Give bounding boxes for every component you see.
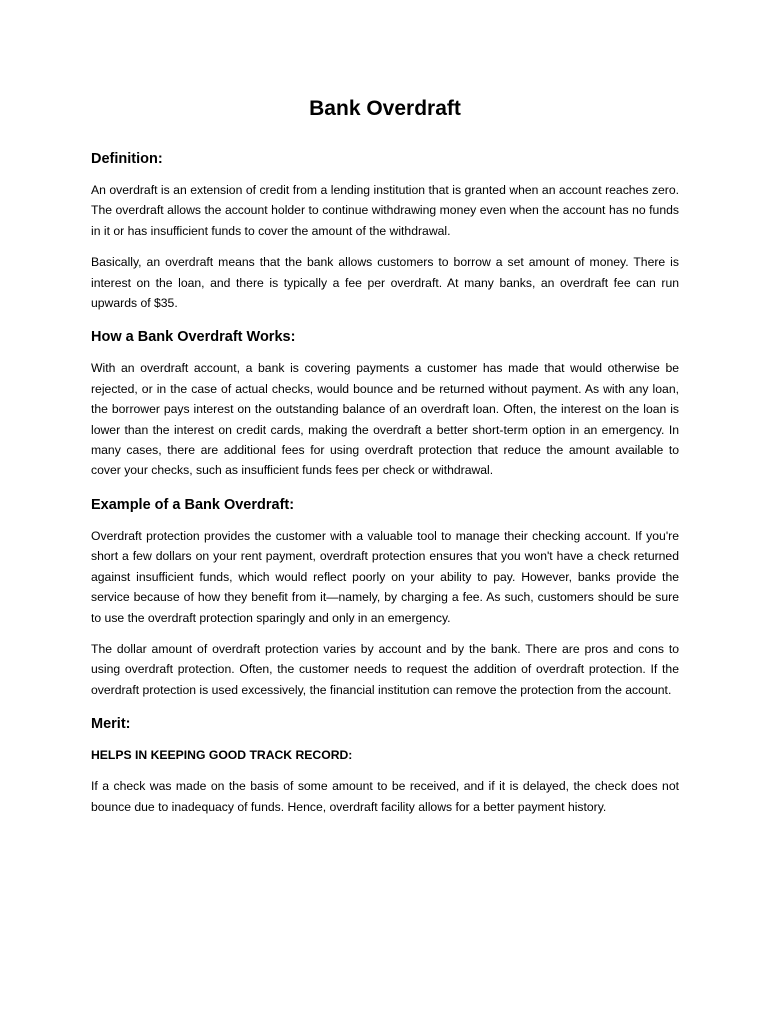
section-heading: Example of a Bank Overdraft: bbox=[91, 496, 295, 513]
paragraph: An overdraft is an extension of credit from a lending institution that is granted when an account reaches zero. The overdraft allows the account holder to continue withdrawing money even when the account has no funds in it or has insufficient funds to cover the amount of the withdrawal. bbox=[91, 183, 679, 238]
paragraph: If a check was made on the basis of some amount to be received, and if it is delayed, the check does not bounce due to inadequacy of funds. Hence, overdraft facility allows for a better payment history. bbox=[91, 779, 679, 814]
document-page bbox=[91, 94, 679, 828]
paragraph: With an overdraft account, a bank is covering payments a customer has made that would otherwise be rejected, or in the case of actual checks, would bounce and be returned without payment. As with any loan, the borrower pays interest on the outstanding balance of an overdraft loan. Often, the interest on the loan is lower than the interest on credit cards, making the overdraft a better short-term option in an emergency. In many cases, there are additional fees for using overdraft protection that reduce the amount available to cover your checks, such as insufficient funds fees per check or withdrawal. bbox=[91, 361, 679, 478]
paragraph: Basically, an overdraft means that the bank allows customers to borrow a set amount of money. There is interest on the loan, and there is typically a fee per overdraft. At many banks, an overdraft fee can run upwards of $35. bbox=[91, 255, 679, 311]
section-heading: Merit: bbox=[91, 716, 131, 733]
section-how-it-works bbox=[91, 327, 679, 480]
section-definition bbox=[91, 149, 679, 313]
document-title: Bank Overdraft bbox=[309, 97, 461, 120]
section-merit bbox=[91, 714, 679, 817]
merit-subheading: HELPS IN KEEPING GOOD TRACK RECORD: bbox=[91, 748, 353, 763]
section-heading: Definition: bbox=[91, 151, 163, 167]
paragraph: The dollar amount of overdraft protection varies by account and by the bank. There are pros and cons to using overdraft protection. Often, the customer needs to request the addition of overdraft protection. If the overdraft protection is used excessively, the financial institution can remove the protection from the account. bbox=[91, 641, 679, 697]
section-example bbox=[91, 495, 679, 700]
paragraph: Overdraft protection provides the customer with a valuable tool to manage their checking account. If you're short a few dollars on your rent payment, overdraft protection ensures that you won't have a check returned against insufficient funds, which would reflect poorly on your ability to pay. However, banks provide the service because of how they benefit from it—namely, by charging a fee. As such, customers should be sure to use the overdraft protection sparingly and only in an emergency. bbox=[91, 528, 679, 625]
section-heading: How a Bank Overdraft Works: bbox=[91, 329, 296, 346]
